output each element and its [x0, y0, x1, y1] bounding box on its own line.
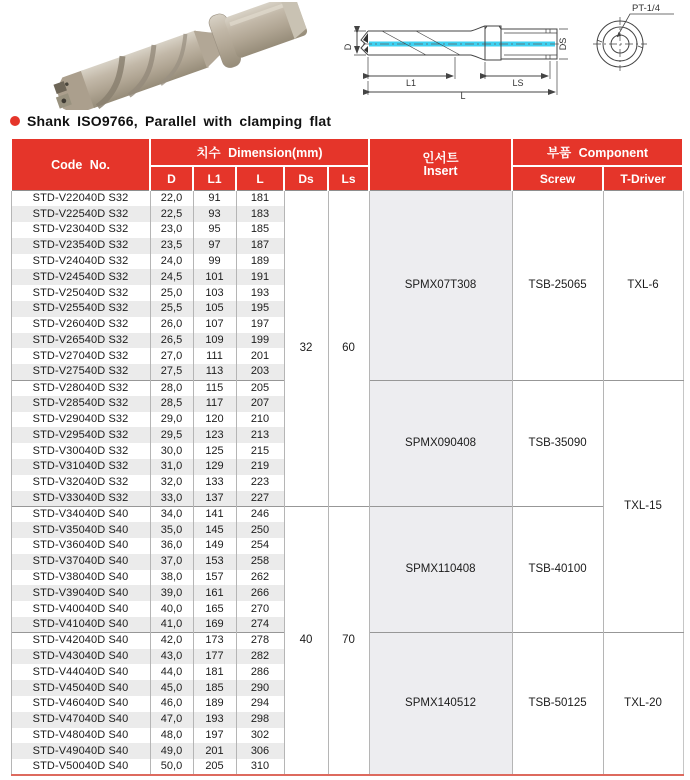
l-cell: 274 [236, 617, 284, 633]
l1-cell: 99 [193, 254, 236, 270]
code-cell: STD-V50040D S40 [11, 759, 150, 775]
l-cell: 219 [236, 459, 284, 475]
ls-cell: 70 [328, 506, 369, 775]
code-cell: STD-V34040D S40 [11, 506, 150, 522]
code-cell: STD-V23040D S32 [11, 222, 150, 238]
l-cell: 254 [236, 538, 284, 554]
code-cell: STD-V22040D S32 [11, 191, 150, 207]
l-cell: 286 [236, 664, 284, 680]
d-cell: 23,5 [150, 238, 193, 254]
screw-cell: TSB-35090 [512, 380, 603, 506]
d-cell: 50,0 [150, 759, 193, 775]
col-header-tdriver: T-Driver [603, 166, 683, 191]
insert-cell: SPMX090408 [369, 380, 512, 506]
d-cell: 23,0 [150, 222, 193, 238]
d-cell: 48,0 [150, 728, 193, 744]
l1-cell: 117 [193, 396, 236, 412]
l1-cell: 91 [193, 191, 236, 207]
l-cell: 270 [236, 601, 284, 617]
drill-flute-body [81, 30, 209, 108]
l-cell: 189 [236, 254, 284, 270]
code-cell: STD-V29040D S32 [11, 412, 150, 428]
d-cell: 42,0 [150, 633, 193, 649]
l1-cell: 101 [193, 269, 236, 285]
l-cell: 282 [236, 649, 284, 665]
code-cell: STD-V40040D S40 [11, 601, 150, 617]
col-header-d: D [150, 166, 193, 191]
l1-cell: 169 [193, 617, 236, 633]
col-header-insert [369, 138, 512, 191]
l-cell: 195 [236, 301, 284, 317]
code-cell: STD-V35040D S40 [11, 522, 150, 538]
l-cell: 298 [236, 712, 284, 728]
l1-cell: 189 [193, 696, 236, 712]
code-cell: STD-V47040D S40 [11, 712, 150, 728]
code-cell: STD-V44040D S40 [11, 664, 150, 680]
l-cell: 227 [236, 491, 284, 507]
l-cell: 201 [236, 348, 284, 364]
d-cell: 31,0 [150, 459, 193, 475]
l-cell: 203 [236, 364, 284, 380]
code-cell: STD-V42040D S40 [11, 633, 150, 649]
code-cell: STD-V39040D S40 [11, 585, 150, 601]
d-cell: 47,0 [150, 712, 193, 728]
col-header-l: L [236, 166, 284, 191]
l1-cell: 105 [193, 301, 236, 317]
l1-cell: 173 [193, 633, 236, 649]
col-header-insert-en: Insert [423, 163, 458, 178]
l-cell: 290 [236, 680, 284, 696]
drill-photo-art [12, 2, 330, 110]
l1-cell: 165 [193, 601, 236, 617]
l1-cell: 97 [193, 238, 236, 254]
dim-label-l1: L1 [405, 78, 417, 88]
d-cell: 24,0 [150, 254, 193, 270]
d-cell: 49,0 [150, 743, 193, 759]
code-cell: STD-V29540D S32 [11, 427, 150, 443]
d-cell: 29,5 [150, 427, 193, 443]
code-cell: STD-V48040D S40 [11, 728, 150, 744]
d-cell: 41,0 [150, 617, 193, 633]
screw-cell: TSB-25065 [512, 191, 603, 381]
l-cell: 199 [236, 333, 284, 349]
d-cell: 36,0 [150, 538, 193, 554]
d-cell: 26,5 [150, 333, 193, 349]
l-cell: 223 [236, 475, 284, 491]
ds-cell: 32 [284, 191, 328, 507]
dim-label-l: L [460, 91, 466, 100]
l1-cell: 185 [193, 680, 236, 696]
l1-cell: 161 [193, 585, 236, 601]
screw-cell: TSB-50125 [512, 633, 603, 775]
d-cell: 30,0 [150, 443, 193, 459]
code-cell: STD-V27540D S32 [11, 364, 150, 380]
l-cell: 258 [236, 554, 284, 570]
d-cell: 27,5 [150, 364, 193, 380]
code-cell: STD-V26540D S32 [11, 333, 150, 349]
l1-cell: 205 [193, 759, 236, 775]
d-cell: 22,5 [150, 206, 193, 222]
d-cell: 34,0 [150, 506, 193, 522]
l1-cell: 120 [193, 412, 236, 428]
l-cell: 213 [236, 427, 284, 443]
l1-cell: 133 [193, 475, 236, 491]
col-header-dimension: 치수 Dimension(mm) [150, 138, 369, 166]
l1-cell: 177 [193, 649, 236, 665]
l-cell: 302 [236, 728, 284, 744]
l1-cell: 109 [193, 333, 236, 349]
code-cell: STD-V25540D S32 [11, 301, 150, 317]
l1-cell: 141 [193, 506, 236, 522]
l-cell: 306 [236, 743, 284, 759]
l1-cell: 93 [193, 206, 236, 222]
l-cell: 181 [236, 191, 284, 207]
code-cell: STD-V30040D S32 [11, 443, 150, 459]
section-title [10, 110, 331, 132]
code-cell: STD-V36040D S40 [11, 538, 150, 554]
col-header-component: 부품 Component [512, 138, 683, 166]
l-cell: 187 [236, 238, 284, 254]
drill-spec-table [10, 137, 684, 776]
bullet-icon [10, 116, 20, 126]
code-cell: STD-V41040D S40 [11, 617, 150, 633]
d-cell: 24,5 [150, 269, 193, 285]
code-cell: STD-V27040D S32 [11, 348, 150, 364]
code-cell: STD-V37040D S40 [11, 554, 150, 570]
drill-photo [12, 2, 330, 110]
l-cell: 183 [236, 206, 284, 222]
l1-cell: 197 [193, 728, 236, 744]
d-cell: 29,0 [150, 412, 193, 428]
d-cell: 25,0 [150, 285, 193, 301]
code-cell: STD-V38040D S40 [11, 570, 150, 586]
d-cell: 28,5 [150, 396, 193, 412]
l-cell: 266 [236, 585, 284, 601]
table-row [11, 191, 683, 207]
l1-cell: 137 [193, 491, 236, 507]
dim-label-ds: DS [558, 37, 568, 51]
l-cell: 205 [236, 380, 284, 396]
l-cell: 262 [236, 570, 284, 586]
drill-drawing-art [330, 0, 688, 100]
insert-cell: SPMX07T308 [369, 191, 512, 381]
code-cell: STD-V24040D S32 [11, 254, 150, 270]
col-header-l1: L1 [193, 166, 236, 191]
l-cell: 246 [236, 506, 284, 522]
dim-label-ls: LS [512, 78, 524, 88]
tdriver-cell: TXL-6 [603, 191, 683, 381]
l1-cell: 201 [193, 743, 236, 759]
l1-cell: 181 [193, 664, 236, 680]
l1-cell: 129 [193, 459, 236, 475]
col-header-insert-ko: 인서트 [422, 150, 459, 165]
l1-cell: 193 [193, 712, 236, 728]
code-cell: STD-V43040D S40 [11, 649, 150, 665]
ds-cell: 40 [284, 506, 328, 775]
d-cell: 27,0 [150, 348, 193, 364]
l-cell: 197 [236, 317, 284, 333]
insert-cell: SPMX140512 [369, 633, 512, 775]
ls-cell: 60 [328, 191, 369, 507]
col-header-screw: Screw [512, 166, 603, 191]
screw-cell: TSB-40100 [512, 506, 603, 632]
tdriver-cell: TXL-15 [603, 380, 683, 633]
d-cell: 22,0 [150, 191, 193, 207]
l-cell: 278 [236, 633, 284, 649]
code-cell: STD-V32040D S32 [11, 475, 150, 491]
code-cell: STD-V24540D S32 [11, 269, 150, 285]
l-cell: 310 [236, 759, 284, 775]
l-cell: 185 [236, 222, 284, 238]
spec-table-body [11, 191, 683, 775]
l1-cell: 157 [193, 570, 236, 586]
table-header [11, 138, 683, 191]
l1-cell: 113 [193, 364, 236, 380]
d-cell: 44,0 [150, 664, 193, 680]
code-cell: STD-V28540D S32 [11, 396, 150, 412]
col-header-ds: Ds [284, 166, 328, 191]
code-cell: STD-V33040D S32 [11, 491, 150, 507]
dim-label-d: D [343, 43, 353, 51]
l-cell: 210 [236, 412, 284, 428]
l-cell: 250 [236, 522, 284, 538]
l1-cell: 107 [193, 317, 236, 333]
code-cell: STD-V46040D S40 [11, 696, 150, 712]
l-cell: 193 [236, 285, 284, 301]
l1-cell: 103 [193, 285, 236, 301]
d-cell: 33,0 [150, 491, 193, 507]
code-cell: STD-V45040D S40 [11, 680, 150, 696]
l1-cell: 145 [193, 522, 236, 538]
d-cell: 45,0 [150, 680, 193, 696]
d-cell: 26,0 [150, 317, 193, 333]
d-cell: 37,0 [150, 554, 193, 570]
l1-cell: 125 [193, 443, 236, 459]
col-header-code: Code No. [11, 138, 150, 191]
code-cell: STD-V22540D S32 [11, 206, 150, 222]
l1-cell: 95 [193, 222, 236, 238]
l1-cell: 149 [193, 538, 236, 554]
l-cell: 215 [236, 443, 284, 459]
d-cell: 25,5 [150, 301, 193, 317]
l1-cell: 153 [193, 554, 236, 570]
thread-label: PT-1/4 [632, 3, 660, 14]
l1-cell: 115 [193, 380, 236, 396]
d-cell: 43,0 [150, 649, 193, 665]
l1-cell: 123 [193, 427, 236, 443]
code-cell: STD-V25040D S32 [11, 285, 150, 301]
l-cell: 207 [236, 396, 284, 412]
l-cell: 191 [236, 269, 284, 285]
code-cell: STD-V31040D S32 [11, 459, 150, 475]
d-cell: 35,0 [150, 522, 193, 538]
drill-technical-drawing [330, 0, 688, 100]
d-cell: 46,0 [150, 696, 193, 712]
d-cell: 39,0 [150, 585, 193, 601]
code-cell: STD-V49040D S40 [11, 743, 150, 759]
l-cell: 294 [236, 696, 284, 712]
l1-cell: 111 [193, 348, 236, 364]
d-cell: 40,0 [150, 601, 193, 617]
section-title-text: Shank ISO9766, Parallel with clamping flat [27, 113, 332, 129]
code-cell: STD-V28040D S32 [11, 380, 150, 396]
table-row [11, 506, 683, 522]
code-cell: STD-V26040D S32 [11, 317, 150, 333]
code-cell: STD-V23540D S32 [11, 238, 150, 254]
d-cell: 32,0 [150, 475, 193, 491]
insert-cell: SPMX110408 [369, 506, 512, 632]
d-cell: 38,0 [150, 570, 193, 586]
col-header-ls: Ls [328, 166, 369, 191]
tdriver-cell: TXL-20 [603, 633, 683, 775]
d-cell: 28,0 [150, 380, 193, 396]
